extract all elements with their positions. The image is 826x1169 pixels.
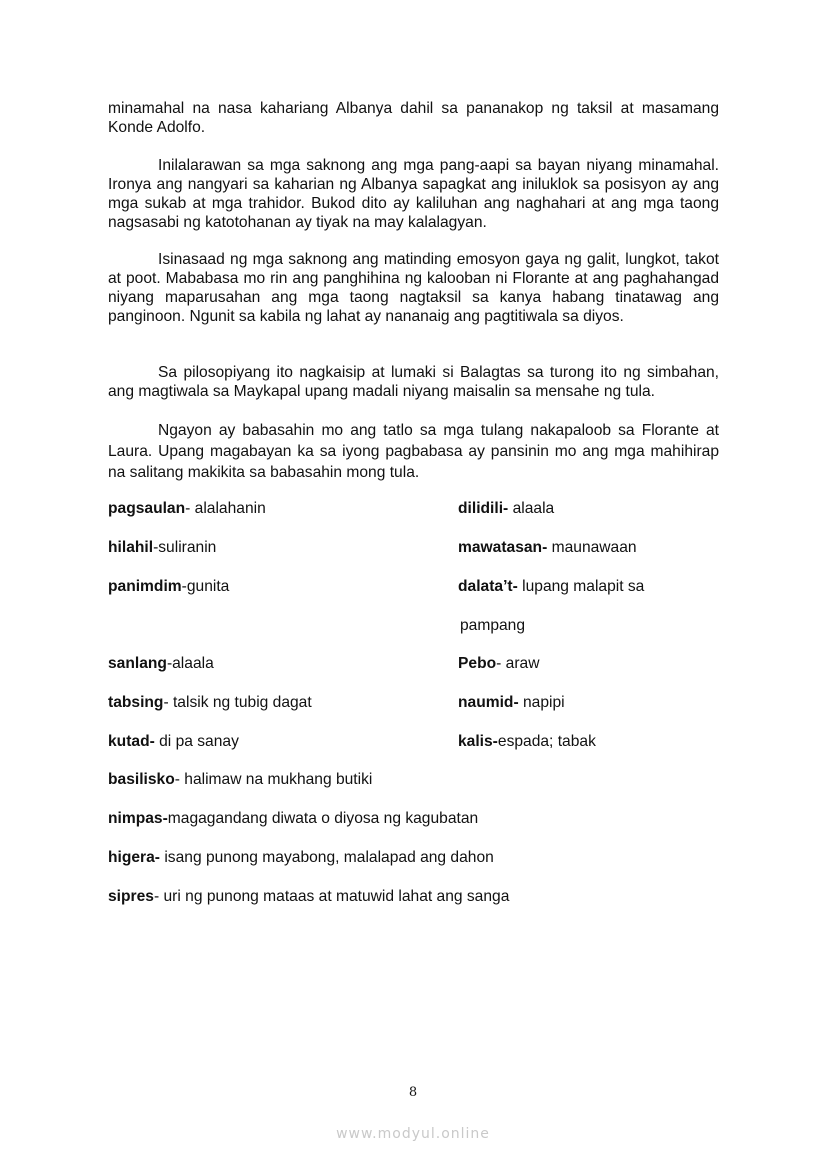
glossary-definition: - alalahanin: [185, 500, 266, 517]
glossary-word: pagsaulan: [108, 500, 186, 517]
glossary-item-pagsaulan: [108, 499, 266, 518]
glossary-definition: -gunita: [181, 578, 230, 595]
glossary-item-panimdim: [108, 577, 229, 596]
glossary-word: basilisko: [108, 771, 175, 788]
glossary-definition: -alaala: [166, 655, 214, 672]
paragraph-3: Isinasaad ng mga saknong ang matinding emosyon gaya ng galit, lungkot, takot at poot. Mababasa mo rin ang panghihina ng kalooban ni Florante at ang paghahangad niyang maparusahan ang mga taong nagtaksil sa kanya habang tinatawag ang panginoon. Ngunit sa kabila ng lahat ay nananaig ang pagtitiwala sa diyos.: [108, 251, 719, 325]
glossary-item-dilidili: [458, 499, 554, 518]
glossary-word: Pebo: [458, 655, 497, 672]
glossary-definition: - araw: [496, 655, 540, 672]
glossary-definition: magagandang diwata o diyosa ng kagubatan: [167, 810, 479, 827]
glossary-item-nimpas: [108, 809, 478, 828]
glossary-item-kalis: [458, 732, 596, 751]
glossary-word: sanlang: [108, 655, 167, 672]
glossary-item-pebo: [458, 654, 539, 673]
glossary-item-sanlang: [108, 654, 214, 673]
glossary-word: sipres: [108, 888, 154, 905]
glossary-item-sipres: [108, 887, 509, 906]
glossary-item-basilisko: [108, 770, 372, 789]
glossary-definition: maunawaan: [547, 539, 637, 556]
watermark: www.modyul.online: [336, 1126, 490, 1142]
glossary-item-higera: [108, 848, 494, 867]
glossary-word: mawatasan-: [458, 539, 548, 556]
glossary-item-kutad: [108, 732, 239, 751]
glossary-definition-continuation: pampang: [460, 617, 526, 634]
glossary-word: higera-: [108, 849, 160, 866]
glossary-word: naumid-: [458, 694, 519, 711]
glossary-word: hilahil: [108, 539, 154, 556]
glossary-definition: - uri ng punong mataas at matuwid lahat ang sanga: [153, 888, 510, 905]
page-number: 8: [408, 1085, 418, 1100]
glossary-definition: - talsik ng tubig dagat: [163, 694, 312, 711]
glossary-item-hilahil: [108, 538, 216, 557]
glossary-word: dalata’t-: [458, 578, 518, 595]
glossary-definition: lupang malapit sa: [517, 578, 645, 595]
glossary-definition: -suliranin: [153, 539, 217, 556]
glossary-definition: alaala: [508, 500, 555, 517]
glossary-word: dilidili-: [458, 500, 509, 517]
glossary-item-dalatat: [458, 577, 644, 596]
glossary-definition: espada; tabak: [497, 733, 596, 750]
glossary-definition: - halimaw na mukhang butiki: [174, 771, 373, 788]
glossary-item-tabsing: [108, 693, 312, 712]
glossary-definition: napipi: [518, 694, 565, 711]
glossary-item-naumid: [458, 693, 565, 712]
paragraph-1: minamahal na nasa kahariang Albanya dahil sa pananakop ng taksil at masamang Konde Adolfo.: [108, 100, 719, 136]
glossary-word: tabsing: [108, 694, 164, 711]
glossary-word: panimdim: [108, 578, 182, 595]
glossary-definition: di pa sanay: [154, 733, 239, 750]
glossary-word: kalis-: [458, 733, 498, 750]
glossary-word: nimpas-: [108, 810, 168, 827]
paragraph-2: Inilalarawan sa mga saknong ang mga pang-aapi sa bayan niyang minamahal. Ironya ang nangyari sa kaharian ng Albanya sapagkat ang iniluklok sa posisyon ay ang mga sukab at mga trahidor. Bukod dito ay kaliluhan ang naghahari at ang mga taong nagsasabi ng katotohanan ay tiyak na may kalalagyan.: [108, 157, 719, 231]
paragraph-5: Ngayon ay babasahin mo ang tatlo sa mga tulang nakapaloob sa Florante at Laura. Upang magabayan ka sa iyong pagbabasa ay pansinin mo ang mga mahihirap na salitang makikita sa babasahin mong tula.: [108, 422, 719, 481]
glossary-word: kutad-: [108, 733, 155, 750]
glossary-item-mawatasan: [458, 538, 637, 557]
glossary-definition: isang punong mayabong, malalapad ang dahon: [160, 849, 494, 866]
paragraph-4: Sa pilosopiyang ito nagkaisip at lumaki si Balagtas sa turong ito ng simbahan, ang magtiwala sa Maykapal upang madali niyang maisalin sa mensahe ng tula.: [108, 364, 719, 400]
